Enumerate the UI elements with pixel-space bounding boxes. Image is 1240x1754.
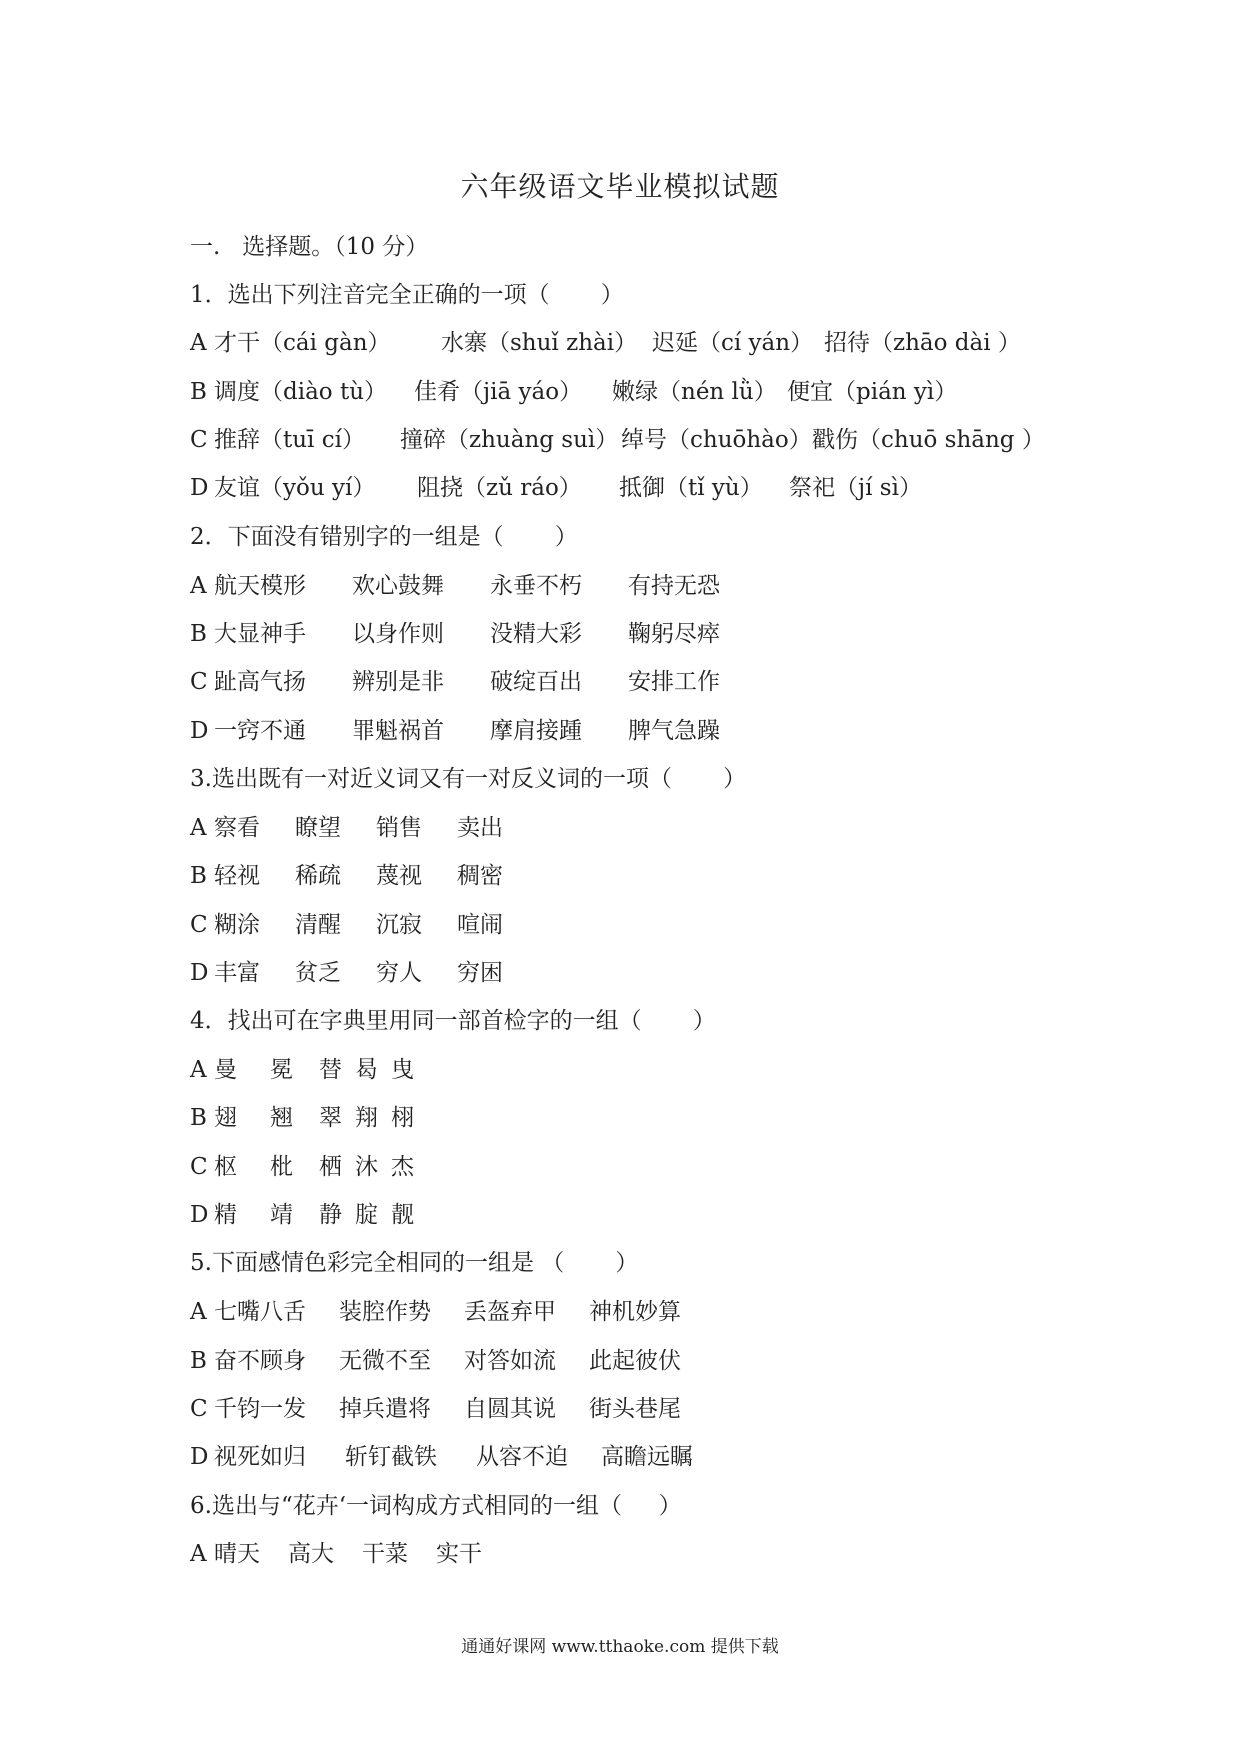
q5-option-d (190, 1438, 693, 1471)
option-item: 鞠躬尽瘁 (628, 621, 720, 647)
option-item: 安排工作 (628, 669, 720, 695)
option-item: 自圆其说 (464, 1396, 556, 1422)
q3-option-a (190, 809, 503, 842)
option-item: 栖 (319, 1154, 342, 1180)
option-item: 靖 (270, 1202, 293, 1228)
option-item: 阻挠（zǔ ráo） (417, 475, 582, 501)
option-letter: B (190, 1105, 207, 1131)
option-letter: A (190, 1541, 207, 1567)
option-item: 对答如流 (464, 1348, 556, 1374)
option-item: 静 (319, 1202, 342, 1228)
option-letter: D (190, 1202, 209, 1228)
option-item: 掉兵遣将 (339, 1396, 431, 1422)
option-item: 友谊（yǒu yí） (214, 475, 376, 501)
option-item: 沐 (355, 1154, 378, 1180)
question-4-stem: 4．找出可在字典里用同一部首检字的一组（ ） (190, 1008, 716, 1034)
option-item: 以身作则 (352, 621, 444, 647)
option-item: 晴天 (214, 1541, 260, 1567)
option-letter: C (190, 912, 208, 938)
option-item: 穷人 (376, 960, 422, 986)
option-item: 销售 (376, 815, 422, 841)
option-item: 实干 (436, 1541, 482, 1567)
option-item: 翔 (355, 1105, 378, 1131)
question-3-stem: 3.选出既有一对近义词又有一对反义词的一项（ ） (190, 766, 747, 792)
q3-option-b (190, 857, 503, 890)
option-item: 欢心鼓舞 (352, 573, 444, 599)
option-item: 曼 (214, 1057, 237, 1083)
option-item: 翠 (319, 1105, 342, 1131)
option-item: 戳伤（chuō shāng ） (812, 427, 1045, 453)
option-letter: D (190, 475, 209, 501)
option-item: 丢盔弃甲 (464, 1299, 556, 1325)
q6-option-a (190, 1535, 482, 1568)
option-item: 沉寂 (376, 912, 422, 938)
option-item: 贫乏 (295, 960, 341, 986)
option-item: 此起彼伏 (589, 1348, 681, 1374)
q3-option-c (190, 906, 503, 939)
option-item: 辨别是非 (352, 669, 444, 695)
option-item: 高瞻远瞩 (601, 1444, 693, 1470)
option-item: 破绽百出 (490, 669, 582, 695)
option-item: 杰 (391, 1154, 414, 1180)
option-letter: A (190, 1057, 207, 1083)
option-item: 穷困 (457, 960, 503, 986)
option-letter: D (190, 960, 209, 986)
option-item: 冕 (270, 1057, 293, 1083)
option-item: 有持无恐 (628, 573, 720, 599)
option-item: 斩钉截铁 (345, 1444, 437, 1470)
page-title: 六年级语文毕业模拟试题 (460, 170, 780, 203)
option-item: 装腔作势 (339, 1299, 431, 1325)
option-item: 栩 (391, 1105, 414, 1131)
q5-option-b (190, 1342, 681, 1375)
option-item: 奋不顾身 (214, 1348, 306, 1374)
option-item: 航天模形 (214, 573, 306, 599)
option-item: 一窍不通 (214, 718, 306, 744)
option-item: 趾高气扬 (214, 669, 306, 695)
option-item: 靓 (391, 1202, 414, 1228)
option-item: 清醒 (295, 912, 341, 938)
option-item: 永垂不朽 (490, 573, 582, 599)
q1-option-b (190, 373, 957, 406)
q4-option-b (190, 1099, 414, 1132)
option-item: 脾气急躁 (628, 718, 720, 744)
option-letter: C (190, 1396, 208, 1422)
option-item: 翅 (214, 1105, 237, 1131)
option-item: 街头巷尾 (589, 1396, 681, 1422)
option-letter: C (190, 669, 208, 695)
option-item: 招待（zhāo dài ） (824, 330, 1021, 356)
option-item: 七嘴八舌 (214, 1299, 306, 1325)
section-heading: 一. 选择题。（10 分） (190, 234, 429, 260)
option-item: 神机妙算 (589, 1299, 681, 1325)
q4-option-a (190, 1051, 414, 1084)
option-item: 绰号（chuōhào） (621, 427, 812, 453)
q3-option-d (190, 954, 503, 987)
option-item: 高大 (288, 1541, 334, 1567)
option-letter: D (190, 1444, 209, 1470)
option-item: 曳 (391, 1057, 414, 1083)
option-letter: A (190, 573, 207, 599)
option-item: 便宜（pián yì） (787, 379, 958, 405)
option-item: 枢 (214, 1154, 237, 1180)
option-letter: A (190, 1299, 207, 1325)
option-item: 曷 (355, 1057, 378, 1083)
option-letter: D (190, 718, 209, 744)
option-letter: B (190, 1348, 207, 1374)
option-item: 蔑视 (376, 863, 422, 889)
option-item: 腚 (355, 1202, 378, 1228)
option-item: 没精大彩 (490, 621, 582, 647)
option-item: 无微不至 (339, 1348, 431, 1374)
option-letter: B (190, 621, 207, 647)
option-item: 罪魁祸首 (352, 718, 444, 744)
option-letter: C (190, 1154, 208, 1180)
option-letter: A (190, 815, 207, 841)
option-item: 喧闹 (457, 912, 503, 938)
option-item: 水寨（shuǐ zhài） (441, 330, 638, 356)
q1-option-c (190, 421, 1045, 454)
option-item: 稀疏 (295, 863, 341, 889)
q5-option-a (190, 1293, 681, 1326)
option-letter: C (190, 427, 208, 453)
option-item: 稠密 (457, 863, 503, 889)
option-item: 大显神手 (214, 621, 306, 647)
option-item: 替 (319, 1057, 342, 1083)
option-item: 嫩绿（nén lǜ） (612, 379, 777, 405)
option-letter: A (190, 330, 207, 356)
q4-option-c (190, 1148, 414, 1181)
option-item: 精 (214, 1202, 237, 1228)
q5-option-c (190, 1390, 681, 1423)
q4-option-d (190, 1196, 414, 1229)
option-item: 抵御（tǐ yù） (619, 475, 763, 501)
option-item: 枇 (270, 1154, 293, 1180)
question-6-stem: 6.选出与“花卉‘一词构成方式相同的一组（ ） (190, 1493, 682, 1519)
option-item: 祭祀（jí sì） (789, 475, 922, 501)
question-1-stem: 1．选出下列注音完全正确的一项（ ） (190, 282, 624, 308)
page-footer: 通通好课网 www.tthaoke.com 提供下载 (461, 1637, 779, 1657)
option-item: 察看 (214, 815, 260, 841)
q2-option-d (190, 712, 720, 745)
option-item: 推辞（tuī cí） (214, 427, 365, 453)
option-item: 卖出 (457, 815, 503, 841)
option-item: 摩肩接踵 (490, 718, 582, 744)
option-item: 千钧一发 (214, 1396, 306, 1422)
option-item: 轻视 (214, 863, 260, 889)
question-2-stem: 2．下面没有错别字的一组是（ ） (190, 524, 578, 550)
option-item: 丰富 (214, 960, 260, 986)
option-item: 瞭望 (295, 815, 341, 841)
option-item: 佳肴（jiā yáo） (414, 379, 583, 405)
option-item: 调度（diào tù） (214, 379, 388, 405)
option-item: 视死如归 (214, 1444, 306, 1470)
option-item: 糊涂 (214, 912, 260, 938)
option-item: 翘 (270, 1105, 293, 1131)
q1-option-d (190, 469, 922, 502)
option-letter: B (190, 863, 207, 889)
option-item: 才干（cái gàn） (214, 330, 391, 356)
question-5-stem: 5.下面感情色彩完全相同的一组是 （ ） (190, 1250, 639, 1276)
option-item: 干菜 (362, 1541, 408, 1567)
option-item: 撞碎（zhuàng suì） (400, 427, 619, 453)
option-letter: B (190, 379, 207, 405)
q1-option-a (190, 324, 1021, 357)
option-item: 从容不迫 (476, 1444, 568, 1470)
q2-option-c (190, 663, 720, 696)
q2-option-b (190, 615, 720, 648)
q2-option-a (190, 567, 720, 600)
option-item: 迟延（cí yán） (652, 330, 814, 356)
